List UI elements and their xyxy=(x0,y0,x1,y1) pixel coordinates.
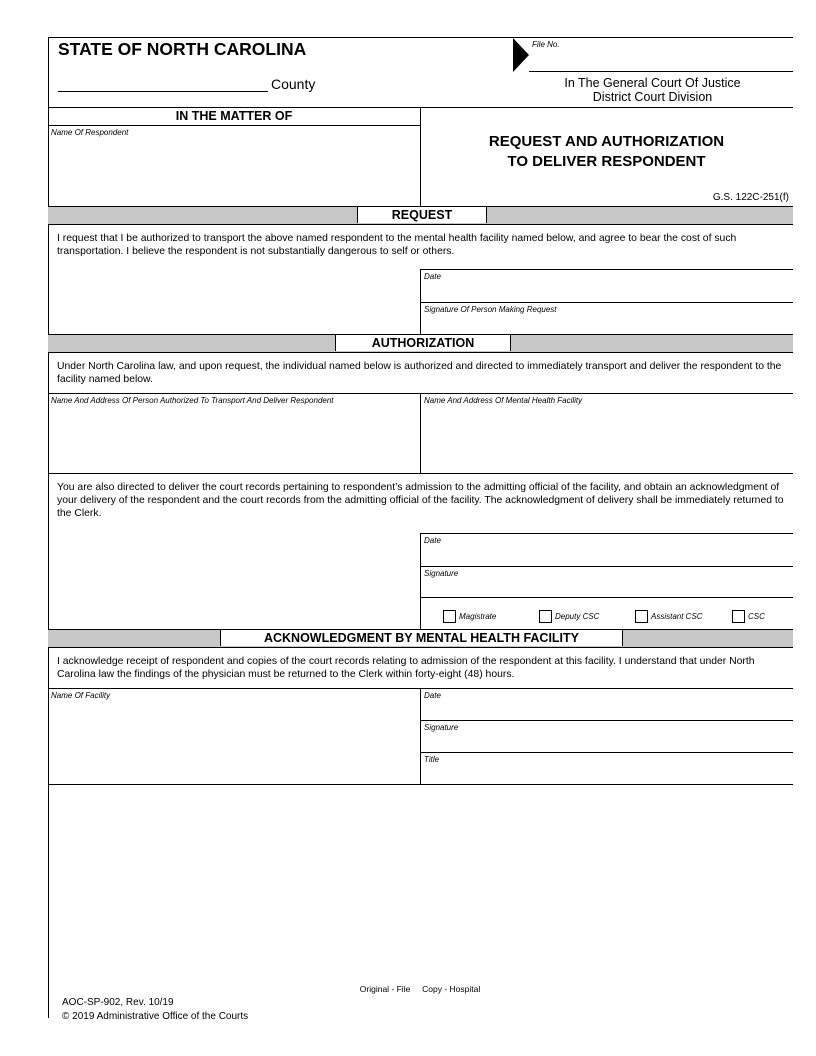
request-signature-field[interactable] xyxy=(422,316,792,333)
ack-title-field[interactable] xyxy=(422,766,792,782)
respondent-field[interactable] xyxy=(50,140,418,204)
respondent-label: Name Of Respondent xyxy=(51,128,129,137)
file-no-arrow xyxy=(513,38,529,72)
request-date-bottom-line xyxy=(420,302,793,303)
ack-signature-bottom-line xyxy=(420,752,793,753)
person-authorized-field[interactable] xyxy=(50,407,418,471)
directive-text: You are also directed to deliver the court records pertaining to respondent’s admission to the admitting official of the facility, and obtain an acknowledgment of your delivery of the respondent and the court records from the admitting official of the facility. The acknowledgment of delivery shall be immediately returned to the Clerk. xyxy=(57,482,784,519)
ack-date-field[interactable] xyxy=(422,702,792,719)
authorization-fields-divider xyxy=(420,393,421,473)
ack-title-label: Title xyxy=(424,755,440,764)
statute-reference: G.S. 122C-251(f) xyxy=(712,192,789,203)
request-signature-label: Signature Of Person Making Request xyxy=(424,305,557,314)
authorization-fields-bottom-line xyxy=(48,473,793,474)
acknowledgment-text: I acknowledge receipt of respondent and copies of the court records relating to admission of the respondent at this facility. I understand that under North Carolina law the findings of the physician must be returned to the Clerk within forty-eight (48) hours. xyxy=(57,656,755,680)
assistant-csc-checkbox[interactable] xyxy=(635,610,648,623)
ack-bottom-line xyxy=(48,784,793,785)
assistant-csc-label: Assistant CSC xyxy=(651,612,703,621)
top-border xyxy=(48,37,793,38)
ack-date-label: Date xyxy=(424,691,441,700)
copyright: © 2019 Administrative Office of the Courts xyxy=(62,1011,249,1022)
form-title-line-1: REQUEST AND AUTHORIZATION xyxy=(488,133,725,150)
matter-heading: IN THE MATTER OF xyxy=(175,109,293,123)
csc-label: CSC xyxy=(748,612,765,621)
ack-signature-label: Signature xyxy=(424,723,459,732)
request-text: I request that I be authorized to transport the above named respondent to the mental health facility named below, and agree to bear the cost of such transportation. I believe the respondent is not substantially dangerous to self or others. xyxy=(57,233,737,257)
deputy-csc-label: Deputy CSC xyxy=(555,612,600,621)
auth-signature-label: Signature xyxy=(424,569,459,578)
file-no-line xyxy=(529,71,793,72)
person-authorized-label: Name And Address Of Person Authorized To Transport And Deliver Respondent xyxy=(51,396,334,405)
auth-date-field[interactable] xyxy=(422,547,792,565)
copy-distribution: Original - File Copy - Hospital xyxy=(359,984,481,994)
file-no-label: File No. xyxy=(532,40,560,49)
form-title-line-2: TO DELIVER RESPONDENT xyxy=(507,153,706,170)
ack-date-bottom-line xyxy=(420,720,793,721)
left-border xyxy=(48,37,49,1018)
auth-signature-field[interactable] xyxy=(422,580,792,598)
auth-signature-bottom-line xyxy=(420,597,793,598)
csc-checkbox[interactable] xyxy=(732,610,745,623)
authorization-heading: AUTHORIZATION xyxy=(335,335,511,351)
facility-name-label: Name Of Facility xyxy=(51,691,111,700)
request-date-label: Date xyxy=(424,272,441,281)
magistrate-label: Magistrate xyxy=(459,612,497,621)
county-label: County xyxy=(271,76,316,92)
form-number: AOC-SP-902, Rev. 10/19 xyxy=(62,997,174,1008)
auth-date-top-line xyxy=(420,533,793,534)
auth-signature-divider xyxy=(420,533,421,629)
facility-address-field[interactable] xyxy=(422,407,792,471)
auth-date-bottom-line xyxy=(420,566,793,567)
facility-name-field[interactable] xyxy=(50,702,418,782)
state-title: STATE OF NORTH CAROLINA xyxy=(58,39,307,59)
court-line-1: In The General Court Of Justice xyxy=(564,76,741,90)
authorization-text: Under North Carolina law, and upon request, the individual named below is authorized and directed to immediately transport and deliver the respondent to the facility named below. xyxy=(57,361,782,385)
auth-date-label: Date xyxy=(424,536,441,545)
county-line xyxy=(58,91,268,92)
request-date-field[interactable] xyxy=(422,283,792,301)
ack-fields-divider xyxy=(420,688,421,784)
court-line-2: District Court Division xyxy=(592,90,713,104)
request-date-top-line xyxy=(420,269,793,270)
matter-heading-line xyxy=(48,125,420,126)
request-heading: REQUEST xyxy=(357,207,487,223)
magistrate-checkbox[interactable] xyxy=(443,610,456,623)
ack-signature-field[interactable] xyxy=(422,734,792,751)
acknowledgment-heading: ACKNOWLEDGMENT BY MENTAL HEALTH FACILITY xyxy=(220,630,623,646)
deputy-csc-checkbox[interactable] xyxy=(539,610,552,623)
facility-address-label: Name And Address Of Mental Health Facility xyxy=(424,396,583,405)
